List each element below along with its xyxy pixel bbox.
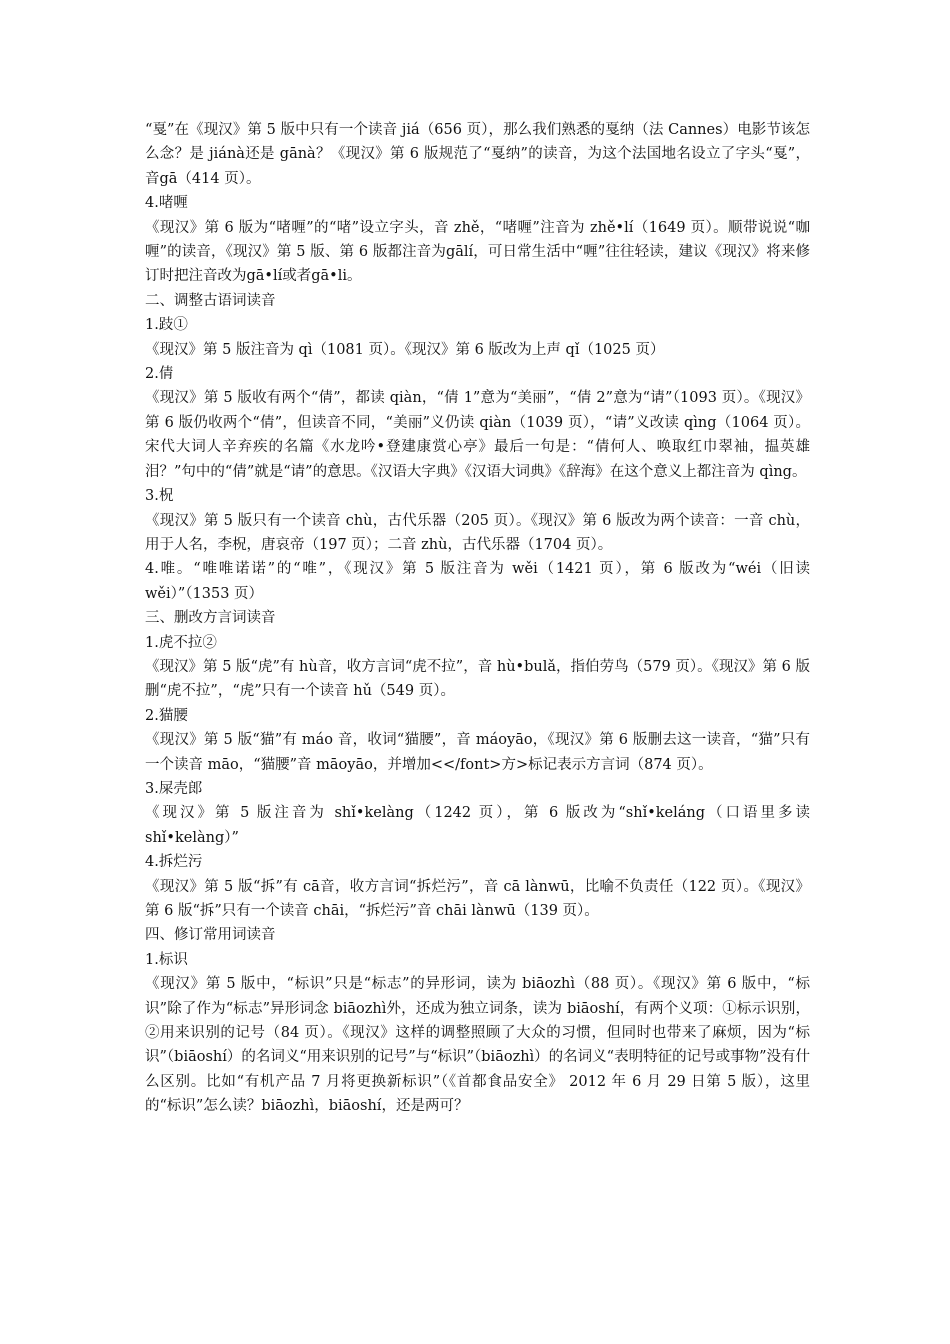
document-body — [145, 118, 810, 1119]
paragraph: 《现汉》第 5 版“拆”有 cā音，收方言词“拆烂污”，音 cā lànwū，比喻不负责任（122 页）。《现汉》第 6 版“拆”只有一个读音 chāi，“拆烂污”音 chāi lànwū（139 页）。 — [145, 878, 810, 919]
section-subheading: 2.猫腰 — [145, 707, 188, 724]
section-subheading: 1.虎不拉② — [145, 634, 217, 651]
paragraph: “戛”在《现汉》第 5 版中只有一个读音 jiá（656 页），那么我们熟悉的戛纳（法 Cannes）电影节该怎么念？是 jiánà还是 gānà？《现汉》第 6 版规范了“戛纳”的读音，为这个法国地名设立了字头“戛”，音gā（414 页）。 — [145, 122, 810, 187]
paragraph: 《现汉》第 6 版为“啫喱”的“啫”设立字头，音 zhě，“啫喱”注音为 zhě•lí（1649 页）。顺带说说“咖喱”的读音，《现汉》第 5 版、第 6 版都注音为gālí，可日常生活中“喱”往往轻读，建议《现汉》将来修订时把注音改为gā•lí或者gā•li。 — [145, 219, 810, 285]
paragraph: 《现汉》第 5 版“虎”有 hù音，收方言词“虎不拉”，音 hù•bulǎ，指伯劳鸟（579 页）。《现汉》第 6 版删“虎不拉”，“虎”只有一个读音 hǔ（549 页）。 — [145, 658, 810, 700]
section-heading: 四、修订常用词读音 — [145, 927, 276, 944]
paragraph: 4.唯。“唯唯诺诺”的“唯”，《现汉》第 5 版注音为 wěi（1421 页），第 6 版改为“wéi（旧读 wěi）”（1353 页） — [145, 561, 810, 602]
section-subheading: 4.啫喱 — [145, 195, 188, 212]
paragraph: 《现汉》第 5 版“猫”有 máo 音，收词“猫腰”，音 máoyāo，《现汉》第 6 版删去这一读音，“猫”只有一个读音 māo，“猫腰”音 māoyāo，并增加<</font>方>标记表示方言词（874 页）。 — [145, 732, 810, 773]
paragraph: 《现汉》第 5 版中，“标识”只是“标志”的异形词，读为 biāozhì（88 页）。《现汉》第 6 版中，“标识”除了作为“标志”异形词念 biāozhì外，还成为独立词条，读为 biāoshí，有两个义项：①标示识别，②用来识别的记号（84 页）。《现汉》这样的调整照顾了大众的习惯，但同时也带来了麻烦，因为“标识”（biāoshí）的名词义“用来识别的记号”与“标识”（biāozhì）的名词义“表明特征的记号或事物”没有什么区别。比如“有机产品 7 月将更换新标识”（《首都食品安全》 2012 年 6 月 29 日第 5 版），这里的“标识”怎么读？biāozhì，biāoshí，还是两可？ — [145, 976, 811, 1115]
paragraph: 《现汉》第 5 版收有两个“倩”，都读 qiàn，“倩 1”意为“美丽”，“倩 2”意为“请”（1093 页）。《现汉》第 6 版仍收两个“倩”，但读音不同，“美丽”义仍读 qiàn（1039 页），“请”义改读 qìng（1064 页）。宋代大词人辛弃疾的名篇《水龙吟•登建康赏心亭》最后一句是：“倩何人、唤取红巾翠袖，揾英雄泪？”句中的“倩”就是“请”的意思。《汉语大字典》《汉语大词典》《辞海》在这个意义上都注音为 qìng。 — [145, 390, 810, 480]
paragraph: 《现汉》第 5 版只有一个读音 chù，古代乐器（205 页）。《现汉》第 6 版改为两个读音：一音 chù，用于人名，李柷，唐哀帝（197 页）；二音 zhù，古代乐器（1704 页）。 — [145, 512, 810, 553]
section-subheading: 3.柷 — [145, 488, 174, 505]
section-subheading: 1.标识 — [145, 951, 188, 968]
section-heading: 三、删改方言词读音 — [145, 610, 276, 627]
section-subheading: 2.倩 — [145, 366, 174, 383]
section-heading: 二、调整古语词读音 — [145, 292, 276, 309]
section-subheading: 4.拆烂污 — [145, 854, 203, 871]
paragraph: 《现汉》第 5 版注音为 shǐ•kelàng（1242 页），第 6 版改为“shǐ•keláng（口语里多读 shǐ•kelàng）” — [145, 805, 810, 846]
section-subheading: 1.跂① — [145, 317, 188, 334]
paragraph: 《现汉》第 5 版注音为 qì（1081 页）。《现汉》第 6 版改为上声 qǐ（1025 页） — [145, 341, 665, 358]
section-subheading: 3.屎壳郎 — [145, 780, 203, 797]
